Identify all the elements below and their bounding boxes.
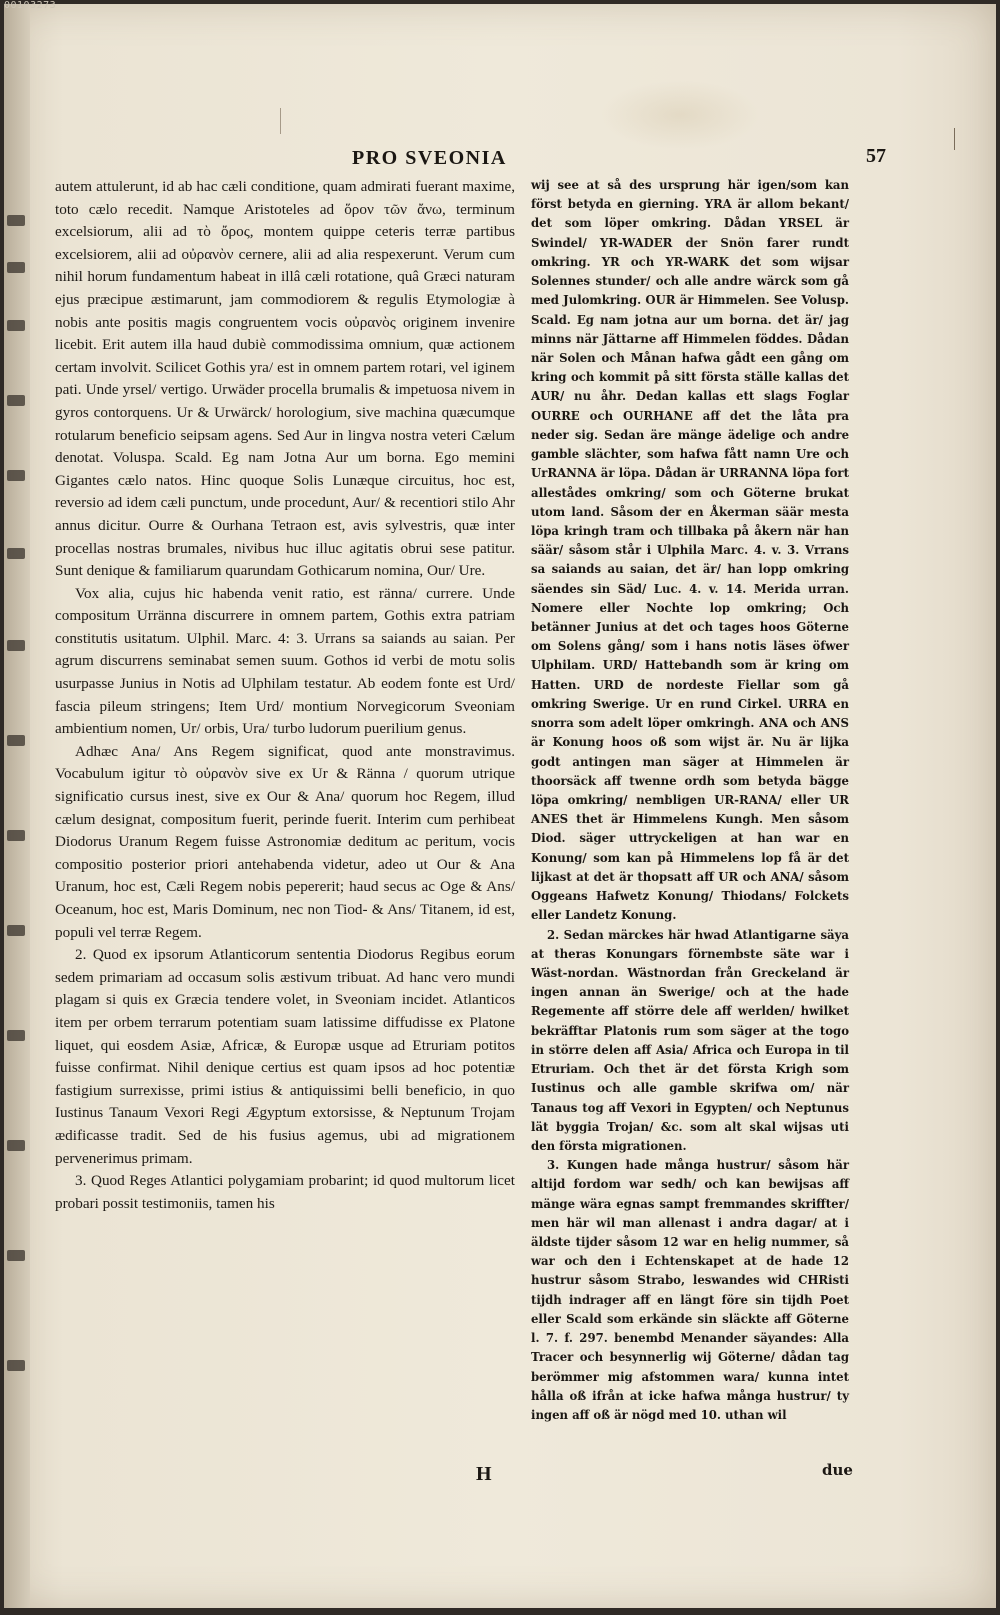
paper-stain [600, 80, 760, 150]
left-page-edge-text [7, 1360, 25, 1371]
left-page-edge-text [7, 1140, 25, 1151]
left-page-edge-text [7, 830, 25, 841]
left-page-edge-text [7, 640, 25, 651]
catchword: due [822, 1461, 853, 1479]
margin-mark [954, 128, 955, 150]
latin-paragraph: 2. Quod ex ipsorum Atlanticorum sententia Diodorus Regibus eorum sedem primariam ad occasum solis æstivum tribuat. Ad hanc vero mundi plagam si quis ex Græcia tendere volet, in Sveoniam incidet. Atlanticos item per orbem terrarum potentiam suam latissime diffudisse ex Platone liquet, qui eosdem Asiæ, Africæ, & Europæ usque ad Etruriam potitos fuisse confirmat. Nihil denique certius est quam ipsos ad hoc potentiæ fastigium surrexisse, primi istius & antiquissimi belli beneficio, in quo Iustinus Tanaum Vexori Regi Ægyptum extorsisse, & Neptunum Trojam ædificasse tradit. Sed de his fusius agemus, ubi ad migrationem pervenerimus primam. [55, 946, 515, 1167]
left-page-edge-text [7, 215, 25, 226]
left-page-edge-text [7, 1030, 25, 1041]
latin-paragraph: autem attulerunt, id ab hac cæli conditione, quam admirati fuerant maxime, toto cælo recedit. Namque Aristoteles ad ὅρον τῶν ἄνω, terminum excelsiorum, alii ad τὸ ὄρος, montem quippe ceteris terræ partibus excelsiorem, alii ad οὐρανὸν cernere, alii ad alia respexerunt. Verum cum nihil horum fundamentum habeat in illâ cæli rotatione, quâ Græci naturam ejus præcipue æstimarunt, jam commodiorem & regulis Etymologiæ à nobis ante positis magis congruentem vocis οὐρανὸς originem invenire licebit. Erit autem illa haud dubiè commodissima omnium, quæ actionem certam involvit. Scilicet Gothis yra/ est in omnem partem rotari, vel iginem pati. Unde yrsel/ vertigo. Urwäder procella brumalis & impetuosa nivem in gyros contorquens. Ur & Urwärck/ horologium, sive machina quæcumque rotularum beneficio seipsam agens. Sed Aur in lingva nostra veteri Cælum denotat. Voluspa. Scald. Eg nam Jotna Aur um borna. Ego memini Gigantes cælo natos. Hinc quoque Solis Lunæque circuitus, hoc est, reversio ad idem cæli punctum, unde procedunt, Aur/ & recentiori stilo Ahr annus dicitur. Ourre & Ourhana Tetraon est, avis sylvestris, quæ inter procellas nostras brumales, nivibus huc illuc agitatis obrui sese patitur. Sunt denique & familiarum quarundam Gothicarum nomina, Our/ Ure. [55, 178, 515, 580]
left-page-edge-text [7, 735, 25, 746]
swedish-paragraph: 3. Kungen hade många hustrur/ såsom här altijd fordom war sedh/ och kan bewijsas aff mänge wära egnas sampt fremmandes skriffter/ men här wil man allenast i andra dagar/ at i äldste tijder såsom 12 war en helig nummer, så war och den i Echtenskapet at de hade 12 hustrur såsom Strabo, leswandes wid CHRisti tijdh indrager aff en längt före sin tijdh Poet eller Scald som erkände sin släckte aff Göterne l. 7. f. 297. benembd Menander säyandes: Alla Tracer och besynnerlig wij Göterne/ dådan tag berömmer mig afstommen wara/ kunna intet hålla oß ifrån at icke hafwa många hustrur/ ty ingen aff oß är nögd med 10. uthan wil [531, 1158, 849, 1422]
ink-mark [280, 108, 281, 134]
left-page-edge-text [7, 548, 25, 559]
left-page-edge-text [7, 470, 25, 481]
running-head: PRO SVEONIA [352, 147, 507, 169]
left-page-edge-text [7, 395, 25, 406]
left-page-edge-text [7, 262, 25, 273]
latin-paragraph: 3. Quod Reges Atlantici polygamiam probarint; id quod multorum licet probari possit testimoniis, tamen his [55, 1172, 515, 1212]
signature-mark: H [476, 1463, 492, 1485]
swedish-paragraph: wij see at så des ursprung här igen/som kan först betyda en gierning. YRA är allom bekant/ det som löper omkring. Dådan YRSEL är Swindel/ YR-WADER der Snön farer rundt omkring. YR och YR-WARK det som wijsar Solennes stunder/ och alle andre wärck som gå med Julomkring. OUR är Himmelen. See Volusp. Scald. Eg nam jotna aur um borna. det är/ jag minns när Jättarne aff Himmelen föddes. Dådan när Solen och Månan hafwa gådt een gång om kring och kommit på sitt första ställe kallas det AUR/ nu åhr. Dedan kallas ett slags Foglar OURRE och OURHANE aff det the låta pra neder sig. Sedan äre mänge ädelige och andre gamble slächter, som hafwa fått namn Ure och UrRANNA är löpa. Dådan är URRANNA löpa fort allestådes omkring/ som och Göterne brukat utom land. Såsom der en Åkerman säär mesta löpa kringh tram och tillbaka på åkern när han säär/ såsom står i Ulphila Marc. 4. v. 3. Vrrans sa saiands au saian, det är/ han lopp omkring säendes sin Säd/ Luc. 4. v. 14. Merida urran. Nomere eller Nochte lop omkring; Och betänner Junius at det och tages hoos Göterne om Solens gång/ som i hans notis läses öfwer Ulphilam. URD/ Hattebandh som är kring om Hatten. URD de nordeste Fiellar som gå omkring Swerige. Ur en rund Cirkel. URRA en snorra som adelt löper omkringh. ANA och ANS är Konung hoos oß som wijst är. Nu är lijka godt antingen man säger at Himmelen är thoorsäck aff twenne ordh som betyda bägge löpa omkring/ nembligen UR-RANA/ eller UR ANES thet är Himmelens Kungh. Men såsom Diod. säger uttryckeligen at han war en Konung/ som kan på Himmelens lop få är det lijkast at det är thopsatt aff UR och ANA/ såsom Oggeans Hafwetz Konung/ Thiodans/ Folckets eller Landetz Konung. [531, 178, 849, 923]
swedish-column [531, 176, 849, 1425]
scan-id: 00103273 [4, 0, 57, 11]
latin-paragraph: Vox alia, cujus hic habenda venit ratio, est ränna/ currere. Unde compositum Urränna discurrere in omnem partem, Gothis extra patriam constitutis usitatum. Ulphil. Marc. 4: 3. Urrans sa saiands au saian. Per agrum discurrens seminabat semen suum. Gothos id verbi de motu solis usurpasse Junius in Notis ad Ulphilam testatur. Ab eodem fonte est Urd/ fascia pileum stringens; Item Urd/ montium Norvegicorum Sveoniam ambientium nomen, Ur/ orbis, Ura/ turbo ludorum puerilium genus. [55, 584, 515, 738]
left-page-edge-text [7, 925, 25, 936]
latin-column [55, 176, 515, 1215]
left-page-edge-text [7, 320, 25, 331]
latin-paragraph: Adhæc Ana/ Ans Regem significat, quod ante monstravimus. Vocabulum igitur τὸ οὐρανὸν sive ex Ur & Ränna / quorum utrique significatio cursus inest, sive ex Our & Ana/ quorum hoc Regem, illud cælum designat, compositum fuerit, perinde fuerit. Interim cum perhibeat Diodorus Uranum Regem fuisse Astronomiæ deditum ac peritum, vocis compositio posterior priori antehabenda videtur, adeo ut Our & Ana Uranum, hoc est, Cæli Regem nobis pepererit; haud secus ac Oge & Ans/ Oceanum, hoc est, Maris Dominum, nec non Tiod- & Ans/ Titanem, id est, populi vel terræ Regem. [55, 742, 515, 941]
page-number: 57 [866, 145, 886, 167]
swedish-paragraph: 2. Sedan märckes här hwad Atlantigarne säya at theras Konungars förnembste säte war i Wäst-nordan. Wästnordan från Greckeland är ingen annan än Swerige/ och at the hade Regemente aff större dele aff werlden/ hwilket bekräfftar Platonis rum som säger at the togo in större delen aff Asia/ Africa och Europa in til Etruriam. Och thet är det första Krigh som Iustinus och alle gamble skrifwa om/ när Tanaus tog aff Vexori in Egypten/ och Neptunus lät byggia Trojan/ &c. som alt skal wijsas uti den första migrationen. [531, 927, 849, 1153]
left-page-edge-text [7, 1250, 25, 1261]
